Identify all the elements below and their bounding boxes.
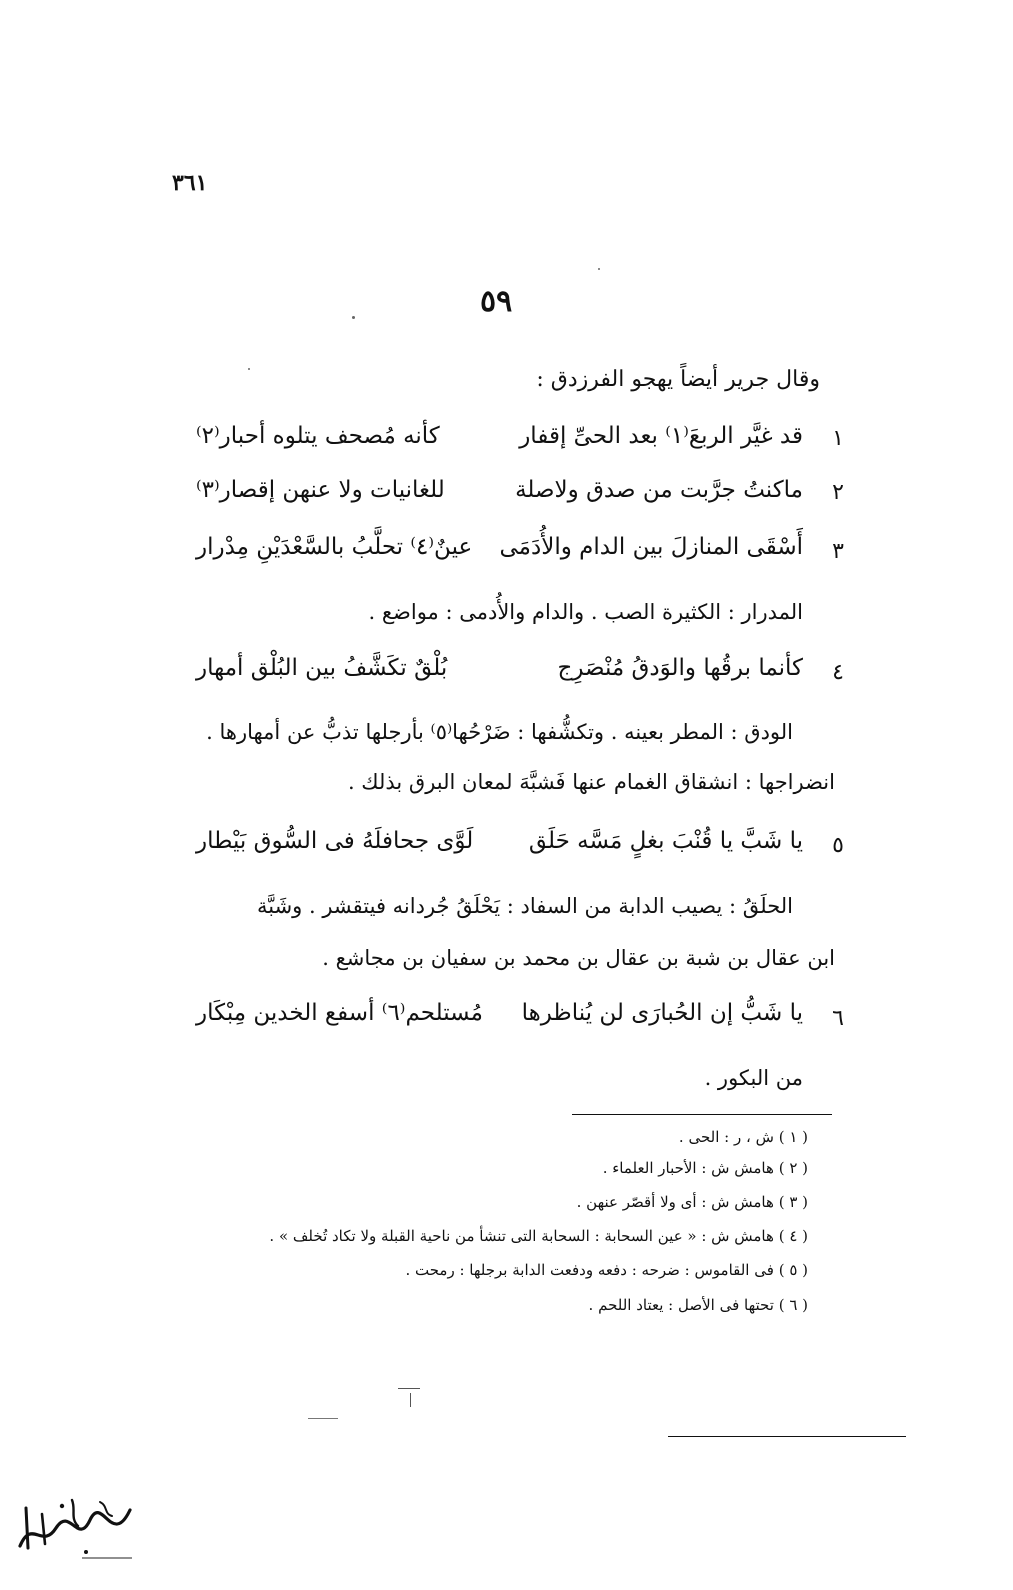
poem-number: ٥٩: [480, 284, 513, 319]
page-number: ٣٦١: [172, 170, 208, 196]
footnote: [679, 1128, 808, 1146]
scan-mark: [308, 1418, 338, 1419]
scan-speck: [598, 268, 600, 270]
gloss-line: الودق : المطر بعينه . وتكشُّفها : ضَرْحُها⁽٥⁾ بأرجلها تذبُّ عن أمهارها .: [206, 720, 793, 744]
footnote: [405, 1261, 808, 1279]
footnote-number: ( ٣ ): [778, 1193, 808, 1211]
verse-first-hemistich: قد غيَّر الربعَ⁽١⁾ بعد الحىِّ إقفار: [519, 423, 803, 449]
verse-second-hemistich: لَوَّى جحافلَهُ فى السُّوق بَيْطار: [196, 828, 474, 854]
verse-number: ٤: [832, 660, 844, 685]
footnote-separator: [572, 1114, 832, 1115]
footnote-text: ش ، ر : الحى .: [678, 1128, 774, 1146]
footnote-text: هامش ش : الأحبار العلماء .: [602, 1159, 774, 1177]
verse-first-hemistich: كأنما برقُها والوَدقُ مُنْصَرِج: [557, 655, 803, 681]
verse-first-hemistich: يا شَبُّ إن الحُبارَى لن يُناظرها: [521, 1000, 803, 1026]
verse-number: ١: [832, 426, 844, 451]
verse-number: ٢: [832, 480, 844, 505]
gloss-line: انضراجها : انشقاق الغمام عنها فَشبَّهَ لمعان البرق بذلك .: [347, 770, 835, 794]
verse-second-hemistich: بُلْقٌ تكَشَّفُ بين البُلْق أمهار: [196, 655, 448, 681]
verse-second-hemistich: عينٌ⁽٤⁾ تحلَّبُ بالسَّعْدَيْنِ مِدْرار: [196, 534, 473, 560]
verse-number: ٦: [832, 1006, 844, 1031]
footnote-number: ( ١ ): [778, 1128, 808, 1146]
footnote-text: هامش ش : أى ولا أقصّر عنهن .: [576, 1193, 774, 1211]
verse-first-hemistich: ماكنتُ جرَّبت من صدق ولاصلة: [515, 477, 803, 503]
verse-second-hemistich: كأنه مُصحف يتلوه أحبار⁽٢⁾: [196, 423, 440, 449]
footnote-text: فى القاموس : ضرحه : دفعه ودفعت الدابة برجلها : رمحت .: [405, 1261, 774, 1279]
gloss-line: ابن عقال بن شبة بن عقال بن محمد بن سفيان بن مجاشع .: [322, 946, 835, 970]
footnote-number: ( ٢ ): [778, 1159, 808, 1177]
bottom-rule: [668, 1436, 906, 1437]
footnote-text: هامش ش : « عين السحابة : السحابة التى تنشأ من ناحية القبلة ولا تكاد تُخلف » .: [269, 1227, 774, 1245]
footnote-number: ( ٤ ): [778, 1227, 808, 1245]
verse-second-hemistich: للغانيات ولا عنهن إقصار⁽٣⁾: [196, 477, 445, 503]
verse-number: ٥: [832, 833, 844, 858]
footnote: [577, 1193, 808, 1211]
poem-intro: وقال جرير أيضاً يهجو الفرزدق :: [536, 367, 820, 392]
footnote-number: ( ٥ ): [778, 1261, 808, 1279]
scan-speck: [248, 368, 250, 370]
calligraphy-logo-icon: [12, 1488, 140, 1566]
scan-mark: [410, 1393, 411, 1407]
footnote: [603, 1159, 808, 1177]
gloss-line: الحلَقُ : يصيب الدابة من السفاد : يَحْلَقُ جُردانه فيتقشر . وشَبَّة: [256, 894, 793, 918]
footnote: [269, 1227, 808, 1245]
verse-first-hemistich: أَسْقَى المنازلَ بين الدام والأُدَمَى: [499, 534, 803, 560]
gloss-line: من البكور .: [704, 1066, 803, 1090]
footnote-number: ( ٦ ): [778, 1296, 808, 1314]
footnote-text: تحتها فى الأصل : يعتاد اللحم .: [588, 1296, 774, 1314]
footnote: [589, 1296, 808, 1314]
verse-first-hemistich: يا شَبَّ يا قُنْبَ بغلٍ مَسَّه حَلَق: [528, 828, 803, 854]
scan-speck: [352, 316, 355, 319]
scan-mark: [398, 1388, 420, 1389]
verse-second-hemistich: مُستلحم⁽٦⁾ أسفع الخدين مِبْكَار: [196, 1000, 483, 1026]
gloss-line: المدرار : الكثيرة الصب . والدام والأُدمى : مواضع .: [368, 600, 803, 624]
verse-number: ٣: [832, 539, 844, 564]
